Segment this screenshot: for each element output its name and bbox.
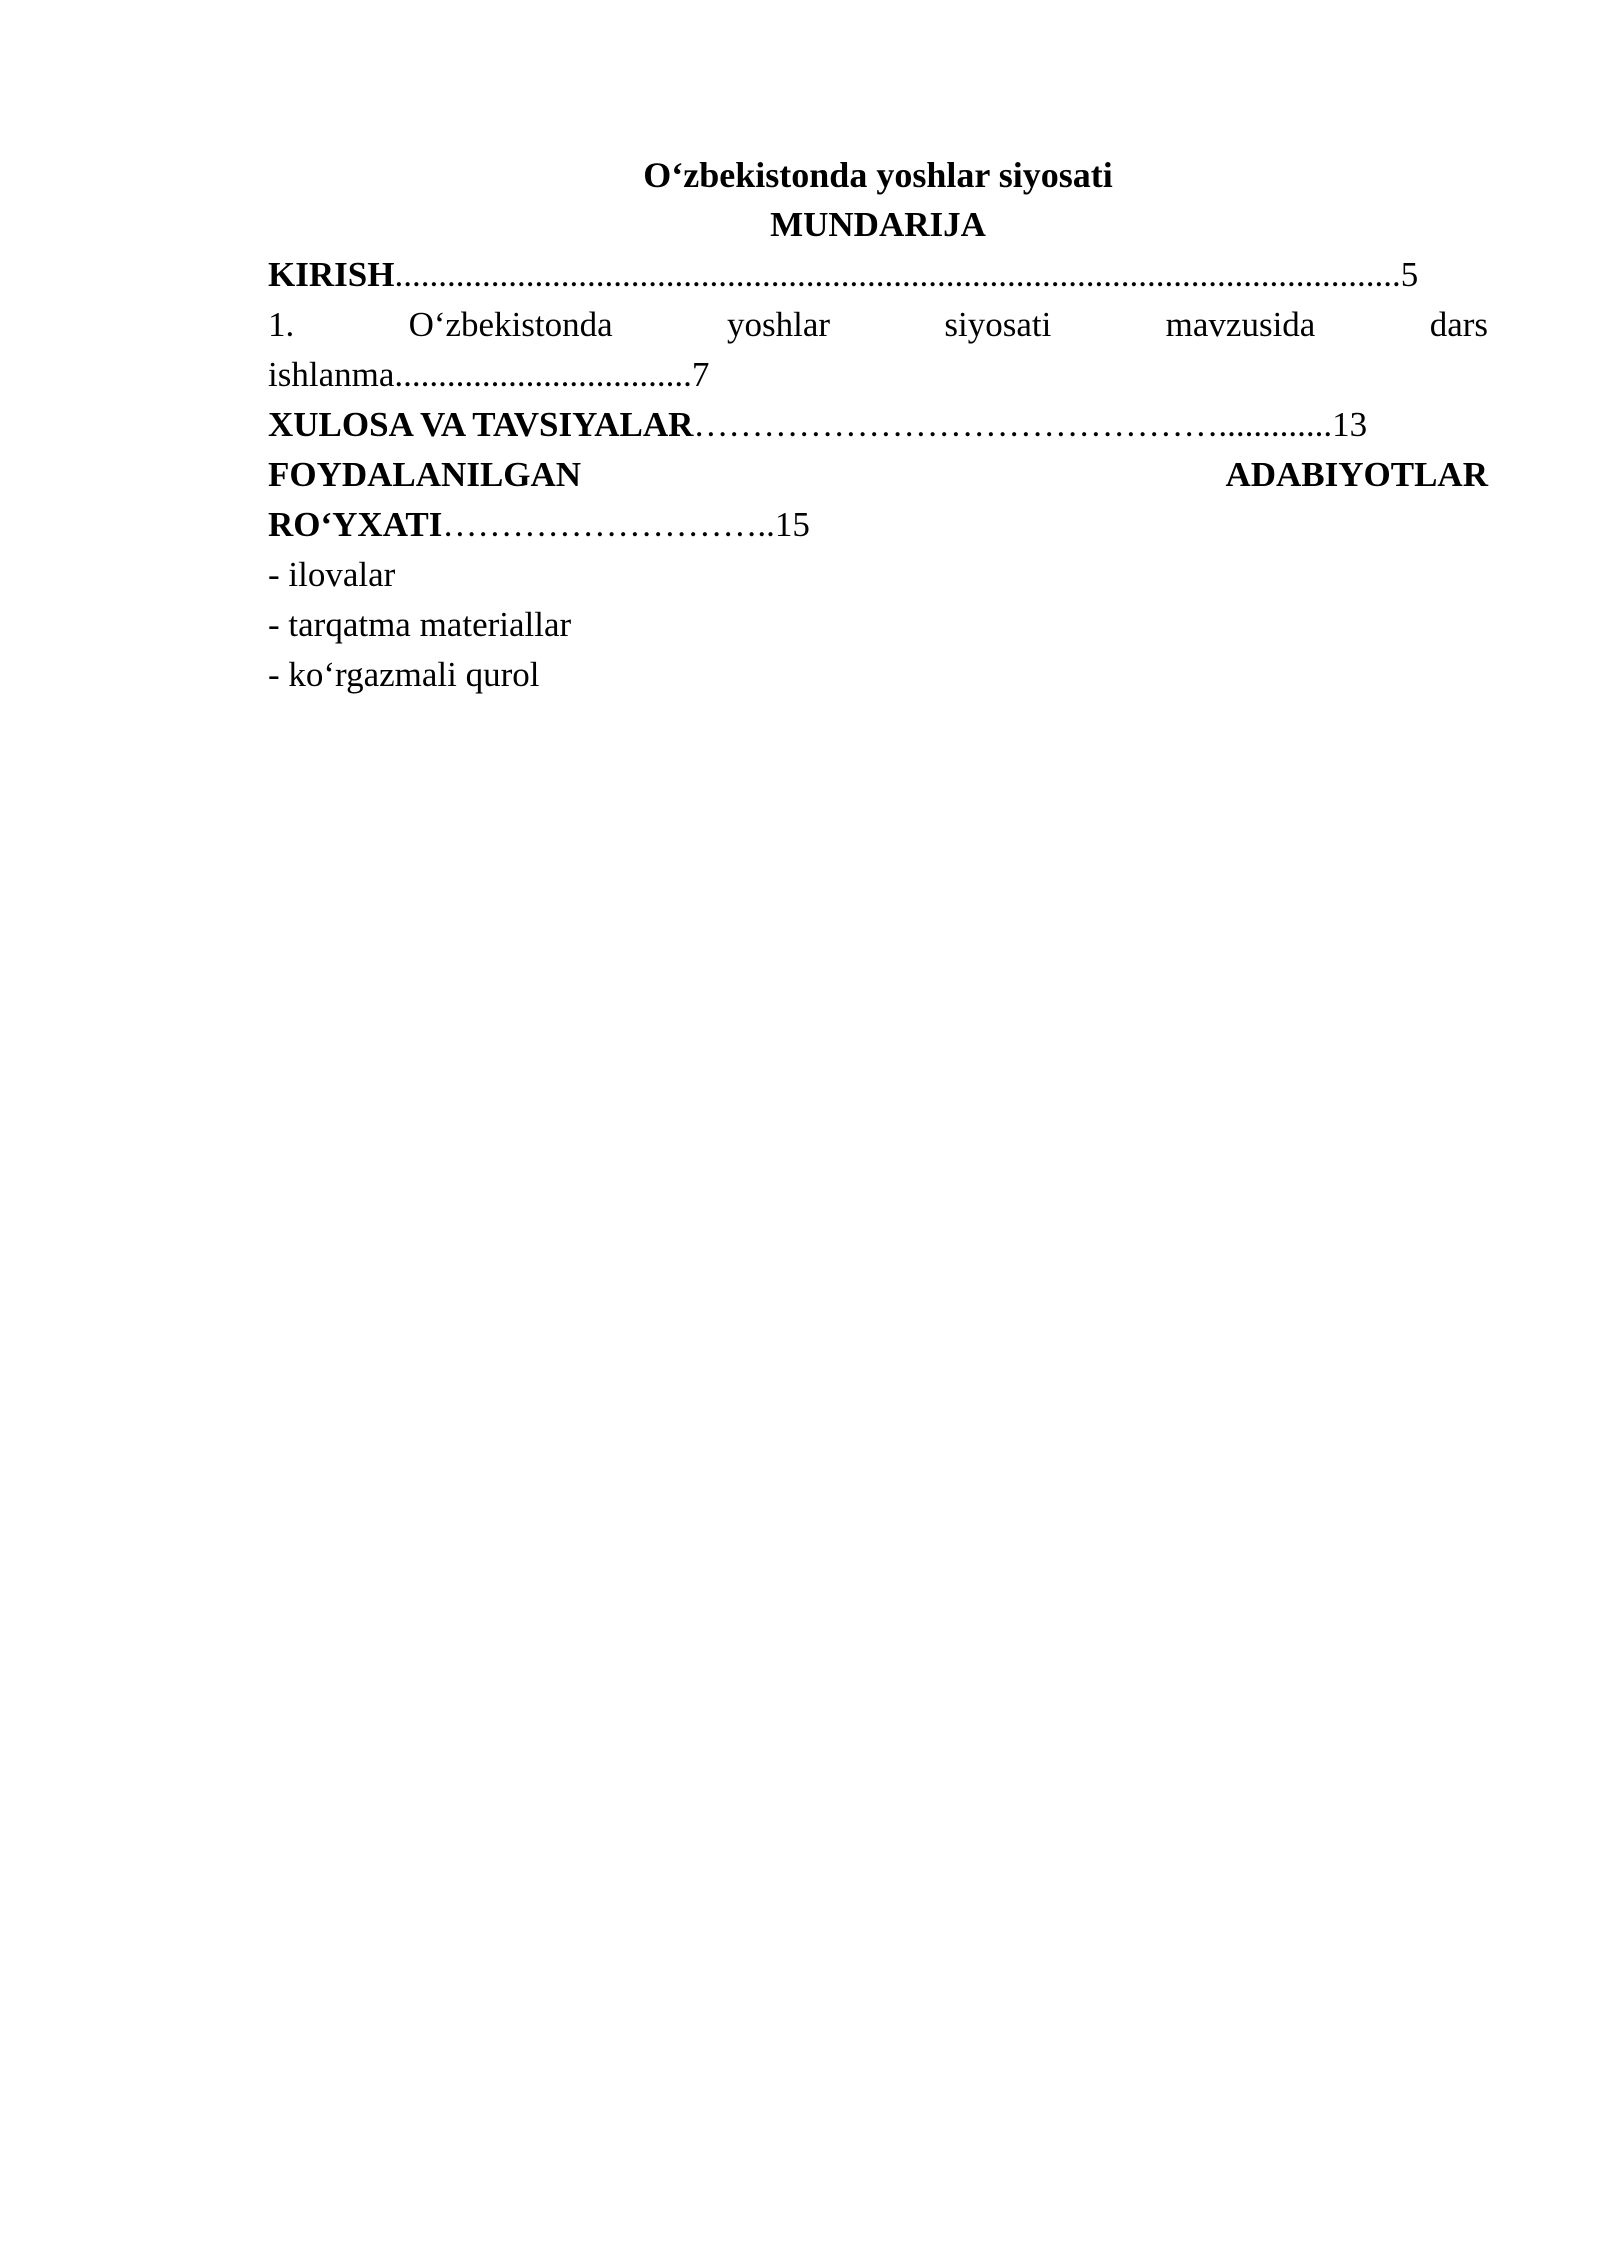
toc-word: FOYDALANILGAN [268,455,582,494]
extras-item: - tarqatma materiallar [268,605,572,644]
toc-word: mavzusida [1165,305,1316,344]
toc-entry-xulosa [268,400,1488,450]
toc-leader: ................................................................................................................... [394,255,1401,294]
toc-entry-label: XULOSA VA TAVSIYALAR [268,405,694,444]
extras-item: - ko‘rgazmali qurol [268,655,540,694]
toc-entry-kirish [268,250,1488,300]
toc-word: O‘zbekistonda [408,305,613,344]
toc-word: siyosati [944,305,1052,344]
toc-entry-adabiyotlar-line1 [268,450,1488,500]
toc-entry-adabiyotlar-line2 [268,500,1488,550]
toc-entry-1-line1 [268,300,1488,350]
toc-word: yoshlar [727,305,831,344]
toc-word: 1. [268,305,295,344]
toc-entry-label: KIRISH [268,255,395,294]
document-page [268,150,1488,700]
toc-leader: ……………………………………….............13 [693,405,1368,444]
toc-heading: MUNDARIJA [770,205,986,244]
toc-entry-label: RO‘YXATI [268,505,443,544]
toc-word: ADABIYOTLAR [1225,455,1488,494]
toc-word: dars [1429,305,1488,344]
extras-item: - ilovalar [268,555,396,594]
toc-leader: ………………………..15 [442,505,810,544]
document-title: O‘zbekistonda yoshlar siyosati [643,155,1113,195]
toc-page-number: 5 [1400,255,1419,294]
toc-entry-1-line2: ishlanma..................................7 [268,355,710,394]
